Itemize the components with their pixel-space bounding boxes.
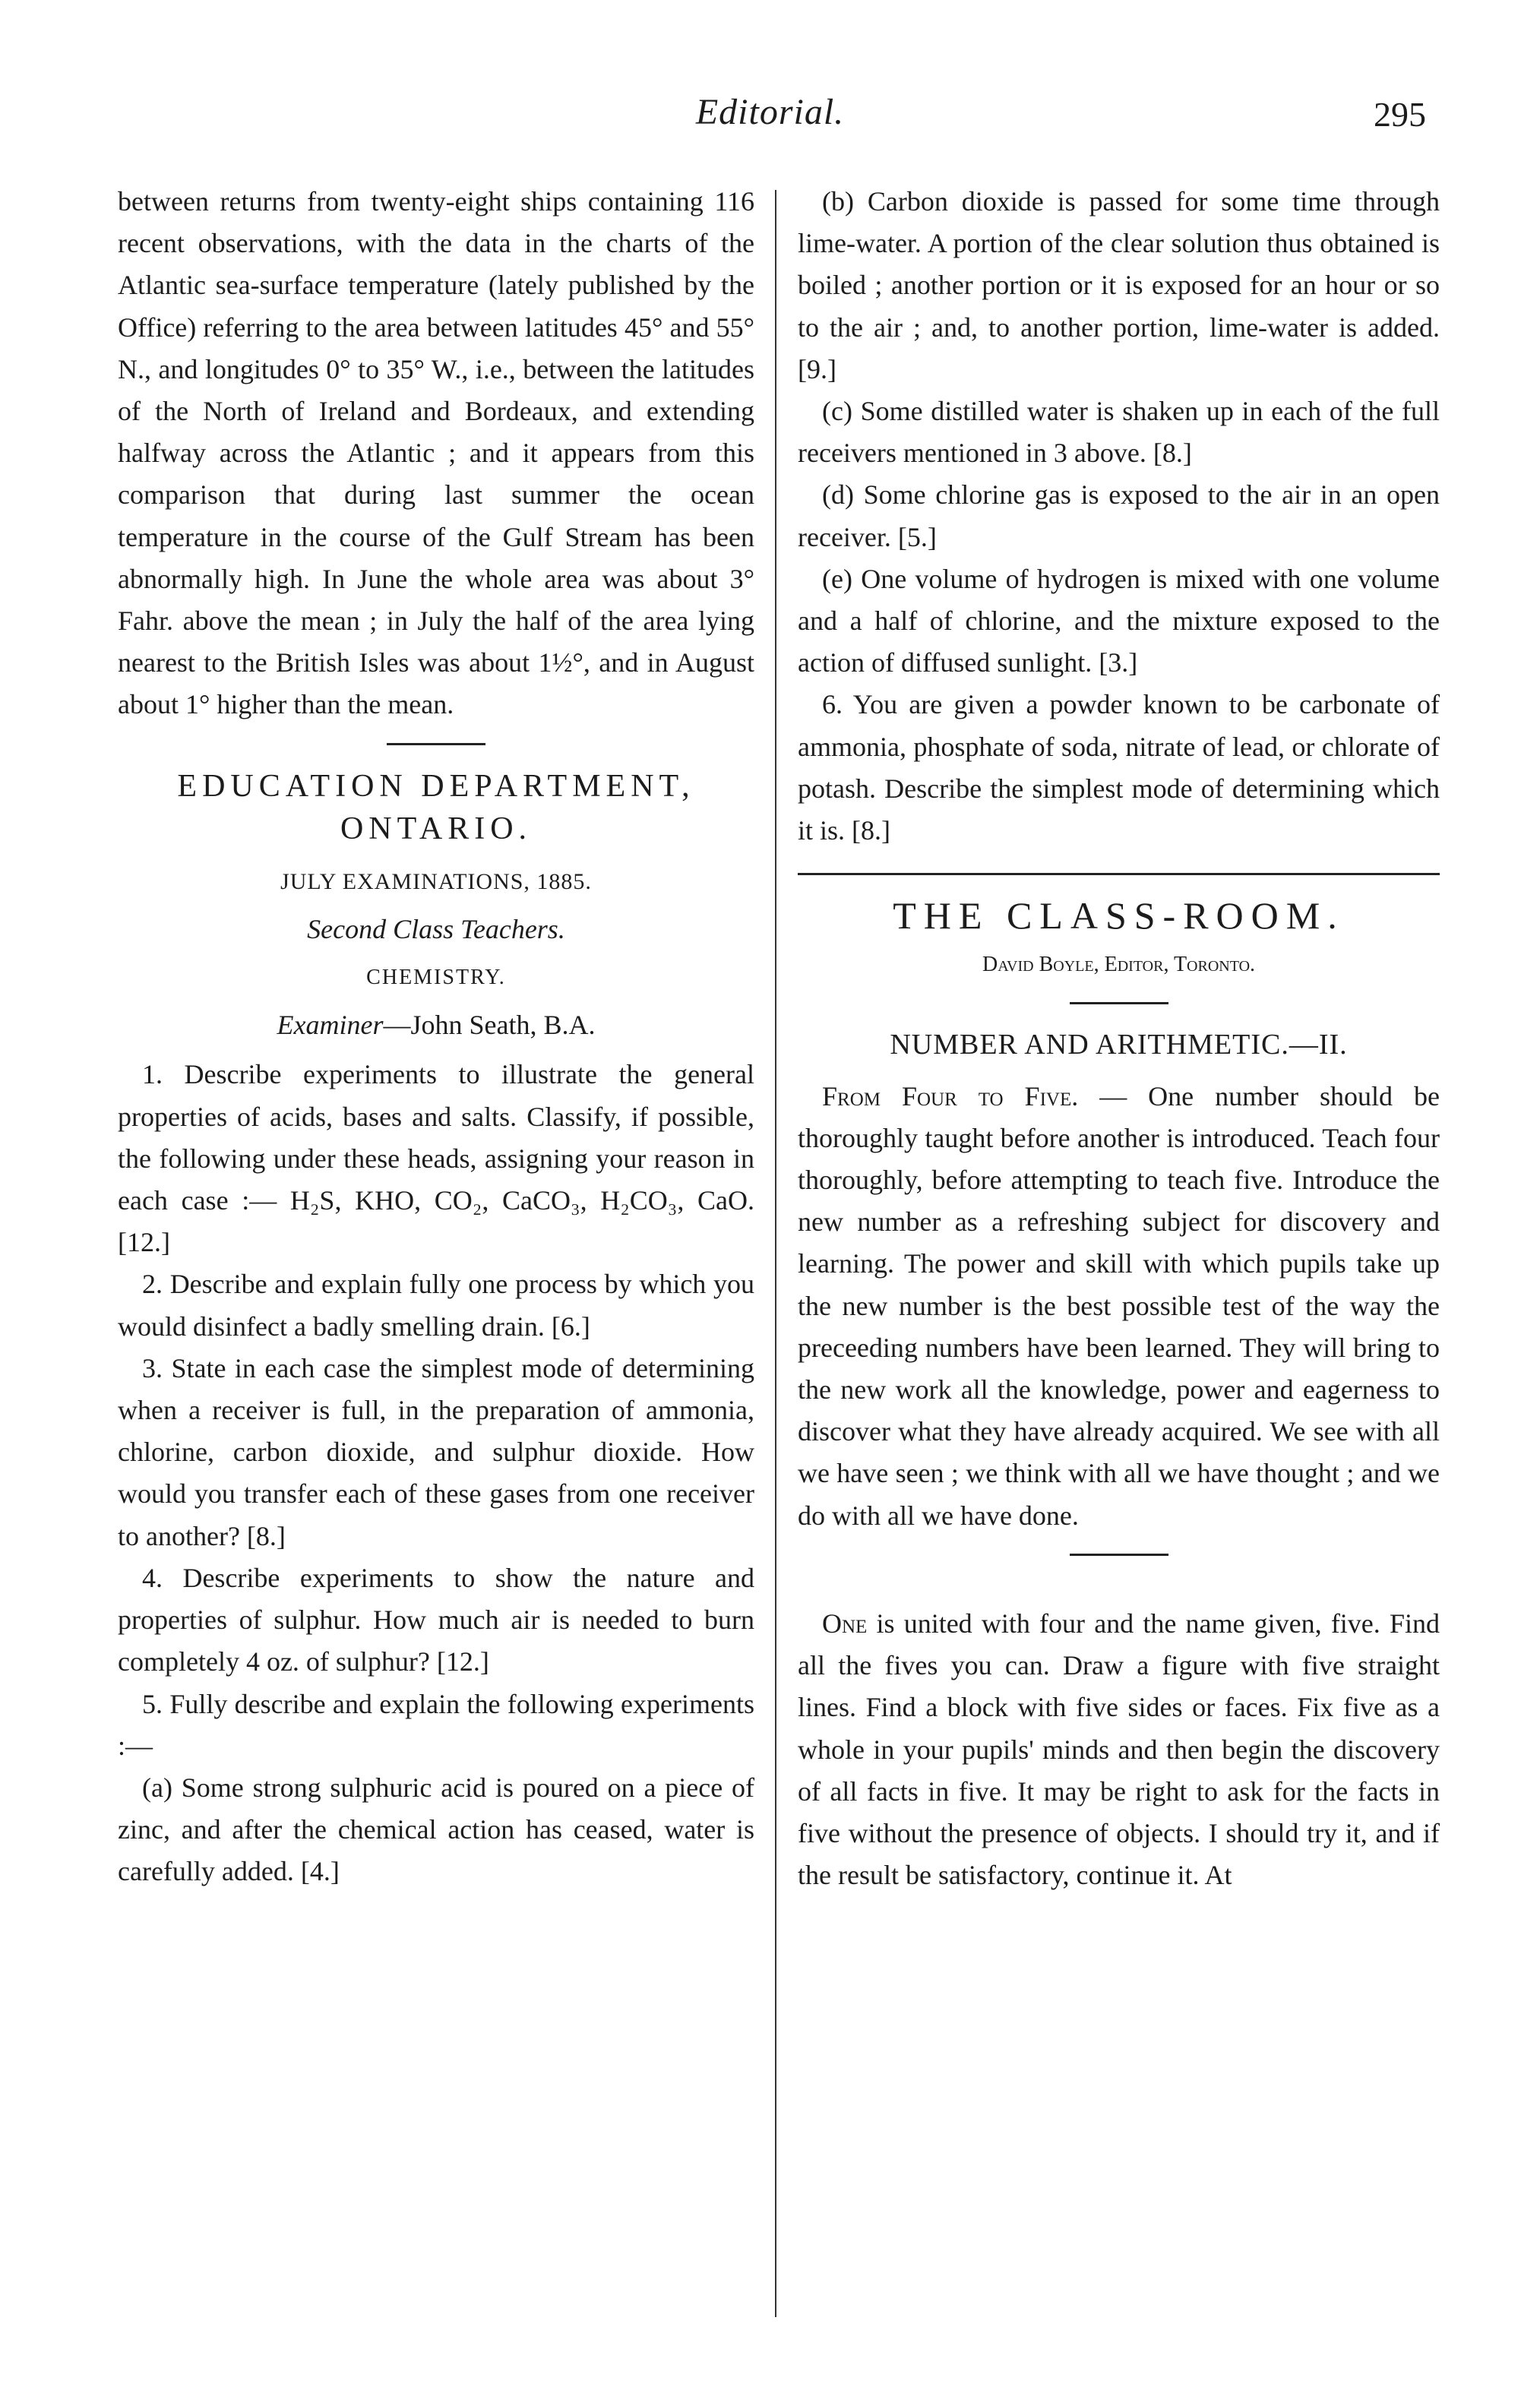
- left-column: [118, 181, 754, 1893]
- section-divider: [1070, 1554, 1168, 1556]
- question-5a: (a) Some strong sulphuric acid is poured on a piece of zinc, and after the chemical action has ceased, water is carefully added. [4.]: [118, 1772, 754, 1887]
- question-5e: (e) One volume of hydrogen is mixed with one volume and a half of chlorine, and the mixture exposed to the action of diffused sunlight. [3.]: [798, 563, 1440, 678]
- question-5d: (d) Some chlorine gas is exposed to the air in an open receiver. [5.]: [798, 479, 1440, 552]
- section-rule: [798, 873, 1440, 875]
- subject-heading: CHEMISTRY.: [366, 966, 506, 990]
- question-5b: (b) Carbon dioxide is passed for some time through lime-water. A portion of the clear solution thus obtained is boiled ; another portion or it is exposed for an hour or so to the air ; and, to another portion, lime-water is added. [9.]: [798, 186, 1440, 384]
- exam-subtitle: Second Class Teachers.: [307, 913, 565, 944]
- article-heading: NUMBER AND ARITHMETIC.—II.: [890, 1029, 1348, 1061]
- spacer: [798, 1576, 1440, 1603]
- classroom-editor: David Boyle, Editor, Toronto.: [982, 953, 1256, 977]
- paragraph-lead: From Four to Five.: [822, 1080, 1079, 1111]
- examiner-name: —John Seath, B.A.: [383, 1010, 596, 1041]
- question-4: 4. Describe experiments to show the nature and properties of sulphur. How much air is needed to burn completely 4 oz. of sulphur? [12.]: [118, 1562, 754, 1677]
- examiner-label: Examiner: [277, 1010, 384, 1041]
- classroom-heading: THE CLASS-ROOM.: [893, 894, 1345, 937]
- section-divider: [1070, 1002, 1168, 1004]
- department-heading: EDUCATION DEPARTMENT, ONTARIO.: [177, 768, 695, 846]
- question-5: 5. Fully describe and explain the following experiments :—: [118, 1688, 754, 1761]
- examiner-line: [118, 1004, 754, 1046]
- paragraph-lead: One: [822, 1608, 868, 1639]
- question-2: 2. Describe and explain fully one process by which you would disinfect a badly smelling drain. [6.]: [118, 1269, 754, 1342]
- running-title: Editorial.: [695, 92, 845, 132]
- paragraph-text: is united with four and the name given, five. Find all the fives you can. Draw a figure with five straight lines. Find a block with five sides or faces. Fix five as a whole in your pupils' minds and then begin the discovery of all facts in five. It may be right to ask for the facts in five without the presence of objects. I should try it, and if the result be satisfactory, continue it. At: [798, 1608, 1440, 1891]
- ocean-temperature-paragraph: between returns from twenty-eight ships containing 116 recent observations, with the data in the charts of the Atlantic sea-surface temperature (lately published by the Office) referring to the area between latitudes 45° and 55° N., and longitudes 0° to 35° W., i.e., between the latitudes of the North of Ireland and Bordeaux, and extending halfway across the Atlantic ; and it appears from this comparison that during last summer the ocean temperature in the course of the Gulf Stream has been abnormally high. In June the whole area was about 3° Fahr. above the mean ; in July the half of the area lying nearest to the British Isles was about 1½°, and in August about 1° higher than the mean.: [118, 186, 754, 720]
- question-5c: (c) Some distilled water is shaken up in each of the full receivers mentioned in 3 above. [8.]: [798, 396, 1440, 469]
- article-paragraph-1: [798, 1076, 1440, 1537]
- page-number: 295: [1374, 95, 1426, 134]
- exam-title: JULY EXAMINATIONS, 1885.: [280, 868, 592, 894]
- question-6: 6. You are given a powder known to be carbonate of ammonia, phosphate of soda, nitrate of lead, or chlorate of potash. Describe the simplest mode of determining which it is. [8.]: [798, 689, 1440, 846]
- right-column: [798, 181, 1440, 1896]
- article-paragraph-2: [798, 1603, 1440, 1896]
- paragraph-text: — One number should be thoroughly taught before another is introduced. Teach four thoroughly, before attempting to teach five. Introduce the new number as a refreshing subject for discovery and learning. The power and skill with which pupils take up the new number is the best possible test of the way the preceeding numbers have been learned. They will bring to the new work all the knowledge, power and eagerness to discover what they have already acquired. We see with all we have seen ; we think with all we have thought ; and we do with all we have done.: [798, 1080, 1440, 1531]
- column-divider: [775, 190, 776, 2317]
- question-1: 1. Describe experiments to illustrate the general properties of acids, bases and salts. Classify, if possible, the following under these heads, assigning your reason in each case :— H₂S, KHO, CO₂, CaCO₃, H₂CO₃, CaO. [12.]: [118, 1059, 754, 1258]
- section-divider: [387, 743, 485, 745]
- question-3: 3. State in each case the simplest mode of determining when a receiver is full, in the preparation of ammonia, chlorine, carbon dioxide, and sulphur dioxide. How would you transfer each of these gases from one receiver to another? [8.]: [118, 1352, 754, 1551]
